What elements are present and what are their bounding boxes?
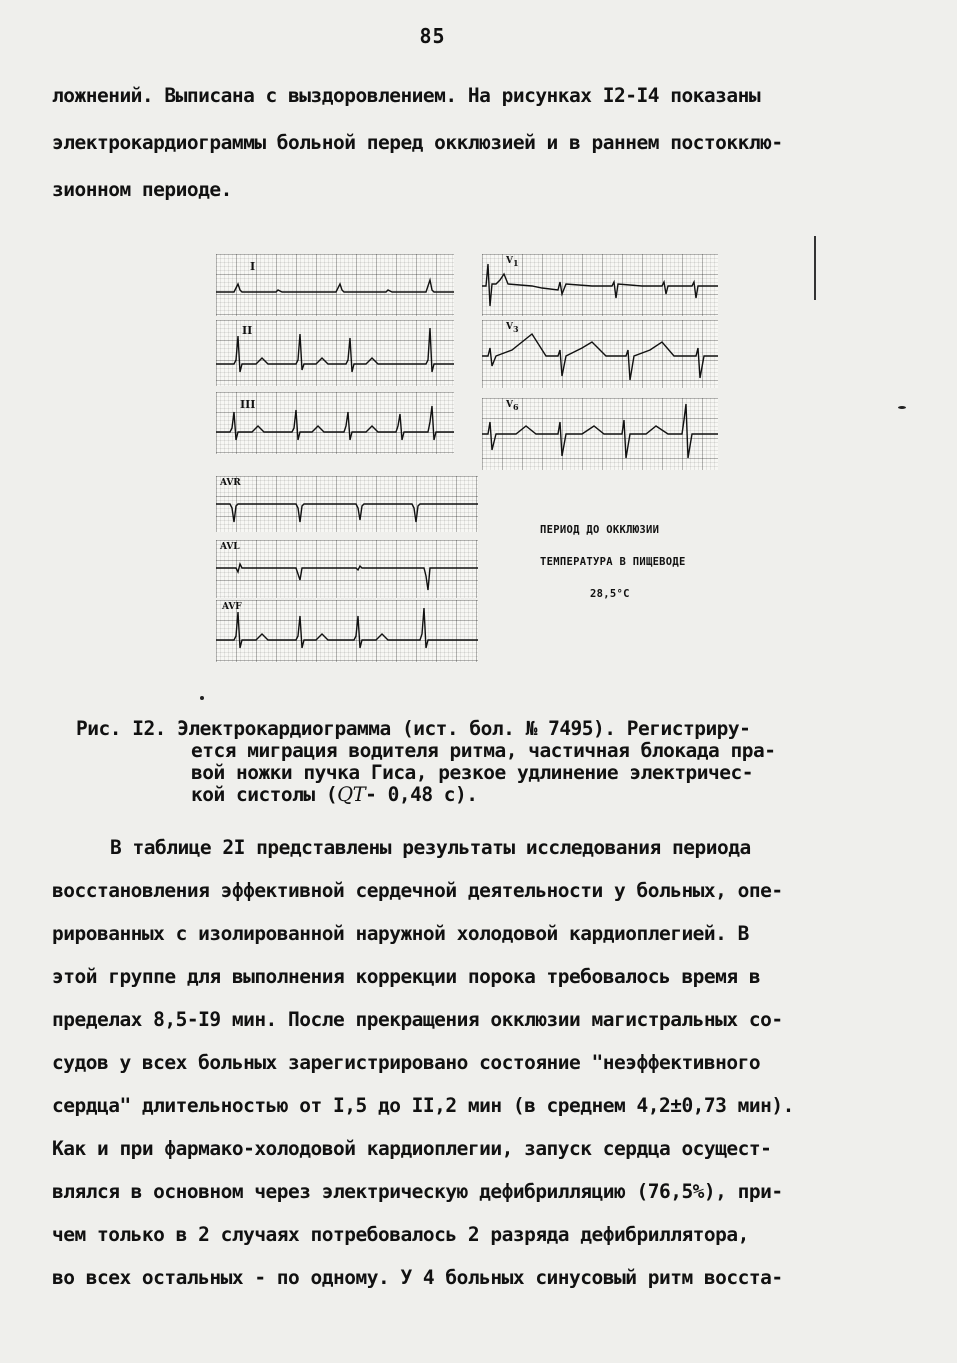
lead-letter: V xyxy=(506,256,513,266)
figure-frame-line xyxy=(814,236,816,300)
scan-speck xyxy=(200,696,204,700)
ecg-trace xyxy=(216,540,478,598)
figure-temperature-value: 28,5°С xyxy=(590,588,630,600)
text-line: пределах 8,5-I9 мин. После прекращения окклюзии магистральных со- xyxy=(52,1008,783,1031)
lead-label: II xyxy=(242,324,253,337)
text-line: восстановления эффективной сердечной деятельности у больных, опе- xyxy=(52,879,783,902)
text-line: чем только в 2 случаях потребовалось 2 разряда дефибриллятора, xyxy=(52,1223,749,1246)
ecg-lead-AVF xyxy=(216,600,478,662)
lead-label: AVL xyxy=(220,542,240,552)
lead-label: III xyxy=(240,398,256,411)
lead-label xyxy=(506,400,519,412)
lead-label xyxy=(506,256,519,268)
ecg-lead-II xyxy=(216,320,454,386)
lead-label xyxy=(506,322,519,334)
text-line: влялся в основном через электрическую дефибрилляцию (76,5%), при- xyxy=(52,1180,783,1203)
lead-label: AVR xyxy=(220,478,241,488)
caption-text: кой систолы ( xyxy=(191,783,338,806)
ecg-lead-AVL xyxy=(216,540,478,598)
qt-interval-symbol: QT xyxy=(337,783,366,806)
text-line: ложнений. Выписана с выздоровлением. На рисунках I2-I4 показаны xyxy=(52,84,761,107)
ecg-lead-I xyxy=(216,254,454,316)
ecg-waveform xyxy=(482,334,718,380)
ecg-lead-III xyxy=(216,392,454,454)
figure-period-label: ПЕРИОД ДО ОККЛЮЗИИ xyxy=(540,524,660,536)
text-line: зионном периоде. xyxy=(52,178,232,201)
text-line: сердца" длительностью от I,5 до II,2 мин (в среднем 4,2±0,73 мин). xyxy=(52,1094,794,1117)
ecg-waveform xyxy=(216,406,454,440)
lead-subscript: 1 xyxy=(512,257,519,268)
text-line: Как и при фармако-холодовой кардиоплегии, запуск сердца осущест- xyxy=(52,1137,772,1160)
text-line: рированных с изолированной наружной холодовой кардиоплегией. В xyxy=(52,922,749,945)
ecg-lead-V1 xyxy=(482,254,718,316)
text-line: электрокардиограммы больной перед окклюзией и в раннем постокклю- xyxy=(52,131,783,154)
text-line: во всех остальных - по одному. У 4 больных синусовый ритм восста- xyxy=(52,1266,783,1289)
caption-line: Рис. I2. Электрокардиограмма (ист. бол. № 7495). Регистриру- xyxy=(76,717,751,740)
ecg-lead-V6 xyxy=(482,398,718,470)
scan-speck xyxy=(898,406,906,409)
lead-subscript: 3 xyxy=(512,323,519,334)
lead-label: I xyxy=(250,260,256,273)
figure-caption xyxy=(76,718,856,806)
ecg-waveform xyxy=(216,280,454,292)
figure-temperature-label: ТЕМПЕРАТУРА В ПИЩЕВОДЕ xyxy=(540,556,686,568)
caption-line xyxy=(76,784,856,806)
lead-subscript: 6 xyxy=(512,401,519,412)
caption-line: ется миграция водителя ритма, частичная блокада пра- xyxy=(191,739,776,762)
ecg-waveform xyxy=(216,504,478,522)
caption-text: - 0,48 с). xyxy=(365,783,478,806)
text-line: судов у всех больных зарегистрировано состояние "неэффективного xyxy=(52,1051,761,1074)
ecg-lead-V3 xyxy=(482,320,718,388)
ecg-trace xyxy=(216,600,478,662)
intro-paragraph xyxy=(52,72,902,213)
lead-label: AVF xyxy=(222,602,242,612)
caption-line: вой ножки пучка Гиса, резкое удлинение электричес- xyxy=(191,761,753,784)
lead-letter: V xyxy=(506,322,513,332)
ecg-waveform xyxy=(482,401,718,458)
text-line: В таблице 2I представлены результаты исследования периода xyxy=(110,836,751,859)
lead-letter: V xyxy=(506,400,513,410)
page-number: 85 xyxy=(419,24,446,48)
ecg-trace xyxy=(216,476,478,532)
ecg-waveform xyxy=(482,264,718,306)
ecg-lead-AVR xyxy=(216,476,478,532)
body-paragraph xyxy=(52,826,902,1299)
text-line: этой группе для выполнения коррекции порока требовалось время в xyxy=(52,965,761,988)
ecg-waveform xyxy=(216,564,478,590)
ecg-figure xyxy=(214,232,819,664)
ecg-waveform xyxy=(216,608,478,648)
